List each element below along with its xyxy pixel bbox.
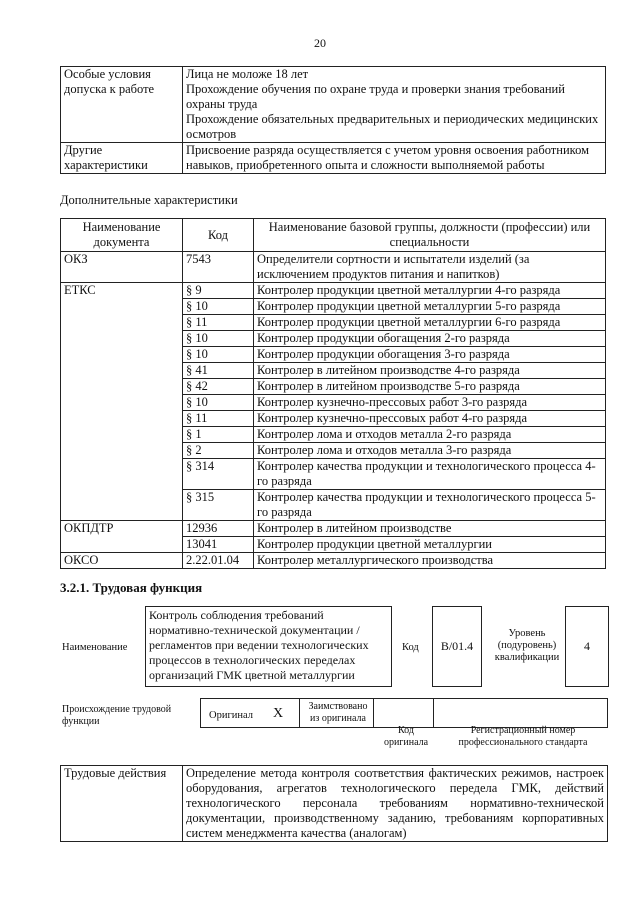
page-number: 20 — [314, 36, 326, 50]
name-cell: Контролер продукции обогащения 3-го разряда — [254, 347, 606, 363]
condition-line: Лица не моложе 18 лет — [186, 67, 309, 81]
name-cell: Контролер кузнечно-прессовых работ 3-го разряда — [254, 395, 606, 411]
doc-cell: ЕТКС — [61, 283, 183, 521]
origin-mark: X — [273, 706, 284, 721]
conditions-label: Особые условия допуска к работе — [61, 67, 183, 143]
table-row — [61, 521, 606, 537]
origin-label: Происхождение трудовой функции — [62, 704, 172, 727]
divider — [433, 699, 434, 727]
name-cell: Контролер кузнечно-прессовых работ 4-го разряда — [254, 411, 606, 427]
table-row — [61, 252, 606, 283]
code-cell: § 1 — [183, 427, 254, 443]
labor-actions-table — [60, 765, 608, 842]
name-cell: Контролер продукции цветной металлургии 5-го разряда — [254, 299, 606, 315]
name-cell: Контролер в литейном производстве 5-го разряда — [254, 379, 606, 395]
name-cell: Контролер металлургического производства — [254, 553, 606, 569]
table-row — [61, 766, 608, 842]
divider — [299, 699, 300, 727]
name-cell: Контролер продукции цветной металлургии 4-го разряда — [254, 283, 606, 299]
name-cell: Контролер продукции обогащения 2-го разряда — [254, 331, 606, 347]
conditions-values — [183, 67, 606, 143]
name-cell: Контролер в литейном производстве 4-го разряда — [254, 363, 606, 379]
origin-row — [200, 698, 608, 728]
origin-borrowed: Заимствовано из оригинала — [308, 701, 368, 724]
function-code-value: B/01.4 — [440, 639, 474, 653]
code-cell: 12936 — [183, 521, 254, 537]
doc-cell: ОКПДТР — [61, 521, 183, 553]
doc-cell: ОКЗ — [61, 252, 183, 283]
code-cell: § 315 — [183, 490, 254, 521]
header-doc: Наименование документа — [61, 219, 183, 252]
code-cell: § 10 — [183, 347, 254, 363]
condition-line: Прохождение обучения по охране труда и проверки знания требований охраны труда — [186, 82, 565, 111]
function-name-box — [145, 606, 392, 687]
doc-cell: ОКСО — [61, 553, 183, 569]
table-row — [61, 283, 606, 299]
labor-actions-text: Определение метода контроля соответствия фактических режимов, настроек оборудования, агрегатов технологического передела ГМК, действий технологического персонала требованиям нормативно-технической документации, производственному заданию, требованиям корпоративных систем менеджмента качества (аналогам) — [183, 766, 608, 842]
name-cell: Контролер продукции цветной металлургии 6-го разряда — [254, 315, 606, 331]
code-cell: § 41 — [183, 363, 254, 379]
code-cell: § 10 — [183, 299, 254, 315]
function-name-value: Контроль соблюдения требований нормативно-технической документации / регламентов при ведении технологических процессов в технологических переделах организаций ГМК цветной металлургии — [149, 608, 369, 682]
name-cell: Контролер лома и отходов металла 3-го разряда — [254, 443, 606, 459]
code-cell: 13041 — [183, 537, 254, 553]
origin-original: Оригинал — [209, 710, 253, 721]
code-cell: § 11 — [183, 411, 254, 427]
conditions-table — [60, 66, 606, 174]
function-level-value: 4 — [584, 639, 590, 653]
condition-line: Присвоение разряда осуществляется с учетом уровня освоения работником навыков, приобретенного опыта и сложности выполняемой работы — [186, 143, 589, 172]
additional-title: Дополнительные характеристики — [60, 193, 238, 207]
name-label: Наименование — [62, 642, 128, 653]
code-cell: § 2 — [183, 443, 254, 459]
table-row — [61, 143, 606, 174]
origin-reg-caption: Регистрационный номер профессионального стандарта — [458, 725, 588, 748]
function-title: 3.2.1. Трудовая функция — [60, 580, 203, 595]
header-code: Код — [183, 219, 254, 252]
divider — [373, 699, 374, 727]
condition-line: Прохождение обязательных предварительных и периодических медицинских осмотров — [186, 112, 599, 141]
level-label: Уровень (подуровень) квалификации — [494, 628, 560, 663]
code-cell: § 11 — [183, 315, 254, 331]
labor-actions-label: Трудовые действия — [61, 766, 183, 842]
table-header-row — [61, 219, 606, 252]
name-cell: Контролер лома и отходов металла 2-го разряда — [254, 427, 606, 443]
conditions-label: Другие характеристики — [61, 143, 183, 174]
name-cell: Контролер качества продукции и технологического процесса 4-го разряда — [254, 459, 606, 490]
header-name: Наименование базовой группы, должности (профессии) или специальности — [254, 219, 606, 252]
code-cell: § 42 — [183, 379, 254, 395]
name-cell: Контролер качества продукции и технологического процесса 5-го разряда — [254, 490, 606, 521]
origin-code-caption: Код оригинала — [383, 725, 429, 748]
table-row — [61, 67, 606, 143]
function-level-box — [565, 606, 609, 687]
code-label: Код — [402, 642, 419, 653]
code-cell: 7543 — [183, 252, 254, 283]
code-cell: § 314 — [183, 459, 254, 490]
code-cell: § 9 — [183, 283, 254, 299]
code-cell: 2.22.01.04 — [183, 553, 254, 569]
additional-table — [60, 218, 606, 569]
function-code-box — [432, 606, 482, 687]
name-cell: Определители сортности и испытатели изделий (за исключением продуктов питания и напитков) — [254, 252, 606, 283]
code-cell: § 10 — [183, 395, 254, 411]
table-row — [61, 553, 606, 569]
name-cell: Контролер продукции цветной металлургии — [254, 537, 606, 553]
name-cell: Контролер в литейном производстве — [254, 521, 606, 537]
code-cell: § 10 — [183, 331, 254, 347]
conditions-values — [183, 143, 606, 174]
